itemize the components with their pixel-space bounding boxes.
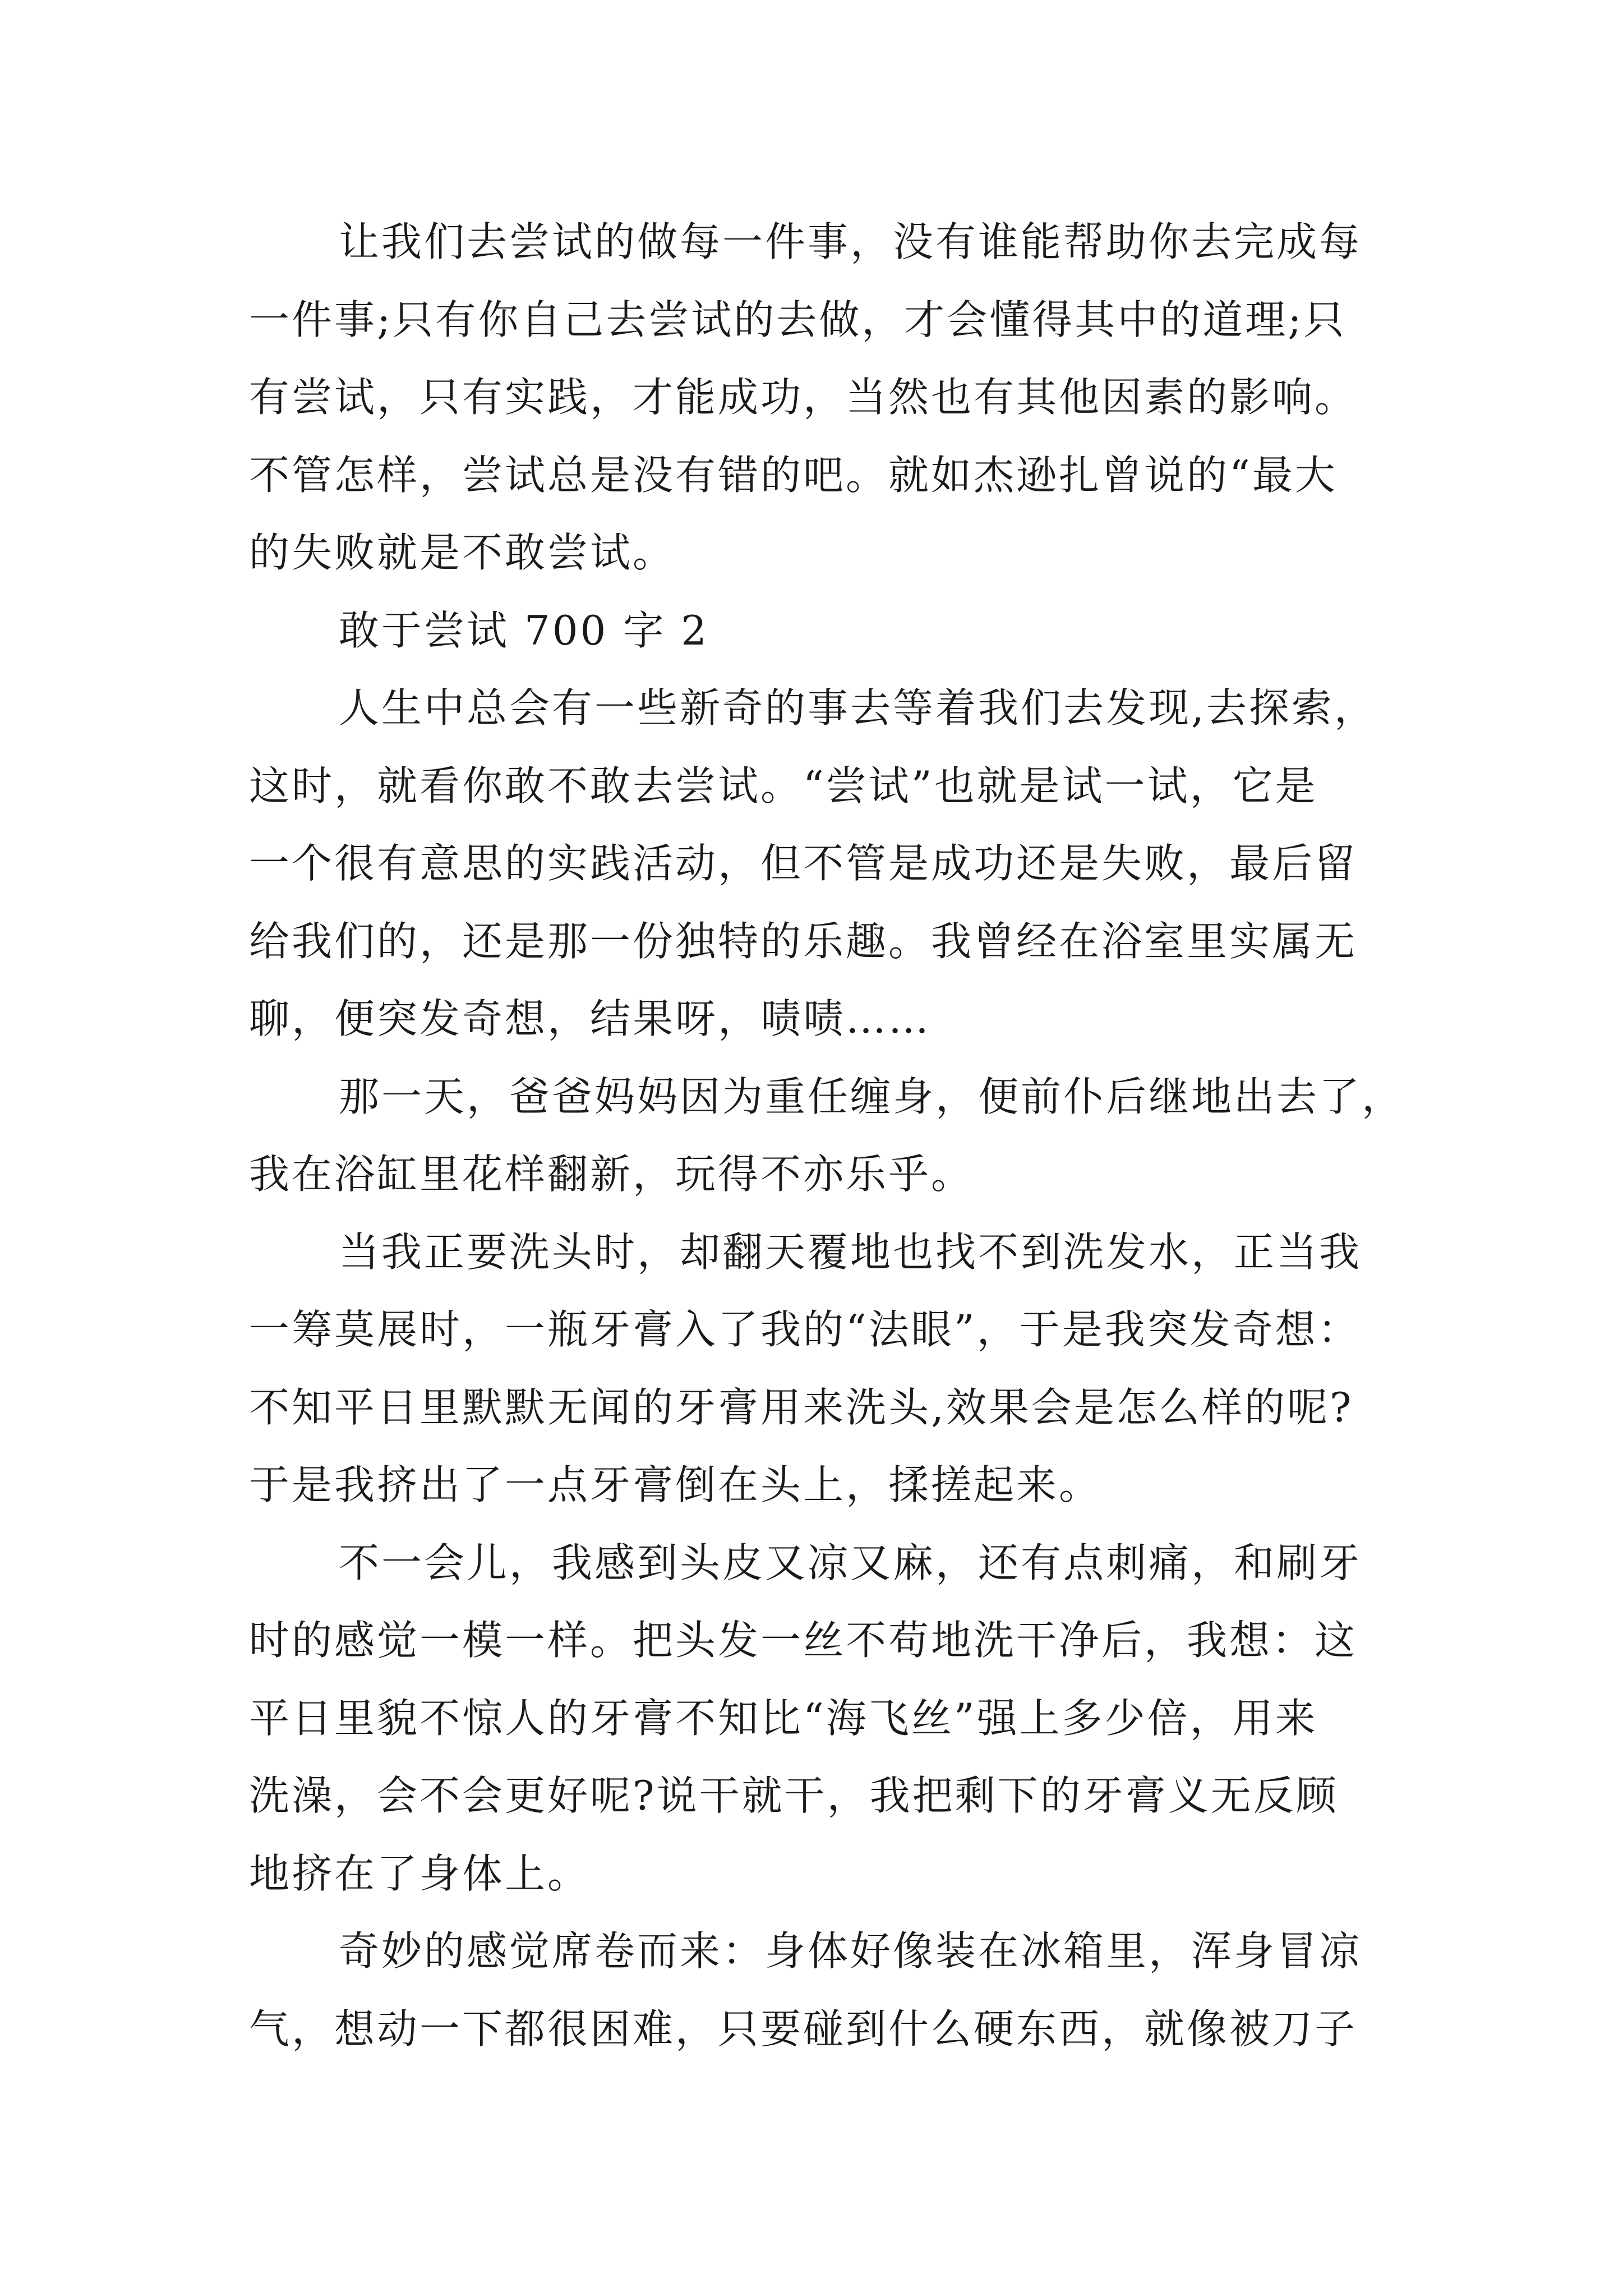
text-line: 不管怎样，尝试总是没有错的吧。就如杰逊扎曾说的“最大 (249, 451, 1338, 499)
text-line: 洗澡，会不会更好呢?说干就干，我把剩下的牙膏义无反顾 (249, 1772, 1339, 1819)
text-line: 不一会儿，我感到头皮又凉又麻，还有点刺痛，和刷牙 (339, 1539, 1362, 1586)
paragraph-6 (249, 1912, 1382, 2068)
text-line: 聊，便突发奇想，结果呀，啧啧…… (249, 995, 932, 1042)
text-line: 给我们的，还是那一份独特的乐趣。我曾经在浴室里实属无 (249, 917, 1358, 965)
text-line: 地挤在了身体上。 (249, 1849, 591, 1897)
heading-text: 敢于尝试 700 字 2 (339, 606, 709, 654)
text-line: 人生中总会有一些新奇的事去等着我们去发现,去探索， (339, 684, 1377, 731)
paragraph-4 (249, 1213, 1382, 1524)
text-line: 时的感觉一模一样。把头发一丝不苟地洗干净后，我想：这 (249, 1617, 1358, 1664)
text-line: 一个很有意思的实践活动，但不管是成功还是失败，最后留 (249, 840, 1358, 887)
text-line: 一件事;只有你自己去尝试的去做，才会懂得其中的道理;只 (249, 296, 1347, 343)
text-line: 奇妙的感觉席卷而来：身体好像装在冰箱里，浑身冒凉 (339, 1927, 1362, 1975)
paragraph-5 (249, 1524, 1382, 1913)
text-line: 气，想动一下都很困难，只要碰到什么硬东西，就像被刀子 (249, 2005, 1358, 2053)
text-line: 让我们去尝试的做每一件事，没有谁能帮助你去完成每 (339, 218, 1362, 265)
paragraph-2 (249, 669, 1382, 1058)
text-line: 平日里貌不惊人的牙膏不知比“海飞丝”强上多少倍，用来 (249, 1694, 1318, 1742)
document-body (249, 203, 1405, 2068)
paragraph-3 (249, 1058, 1405, 1213)
text-line: 我在浴缸里花样翻新，玩得不亦乐乎。 (249, 1151, 974, 1198)
text-line: 当我正要洗头时，却翻天覆地也找不到洗发水，正当我 (339, 1228, 1362, 1276)
text-line: 不知平日里默默无闻的牙膏用来洗头,效果会是怎么样的呢? (249, 1383, 1354, 1431)
text-line: 于是我挤出了一点牙膏倒在头上，揉搓起来。 (249, 1461, 1102, 1508)
text-line: 的失败就是不敢尝试。 (249, 529, 676, 576)
paragraph-1 (249, 203, 1382, 592)
text-line: 一筹莫展时，一瓶牙膏入了我的“法眼”，于是我突发奇想： (249, 1306, 1361, 1353)
section-heading (249, 592, 1382, 670)
text-line: 有尝试，只有实践，才能成功，当然也有其他因素的影响。 (249, 374, 1358, 421)
text-line: 那一天，爸爸妈妈因为重任缠身，便前仆后继地出去了， (339, 1073, 1405, 1120)
text-line: 这时，就看你敢不敢去尝试。“尝试”也就是试一试，它是 (249, 762, 1318, 809)
